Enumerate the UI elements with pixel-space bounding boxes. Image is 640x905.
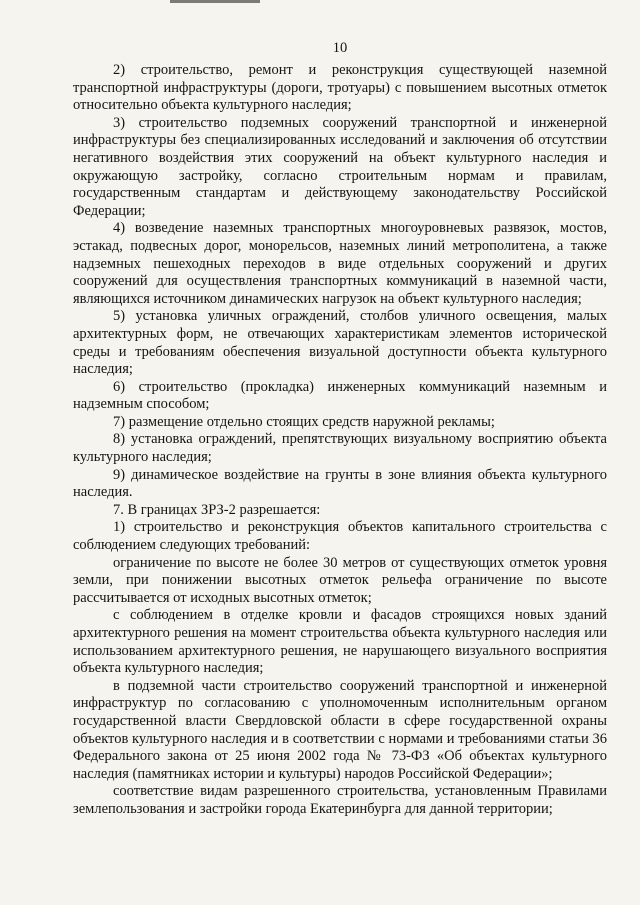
section-heading: 7. В границах ЗРЗ-2 разрешается: xyxy=(113,501,321,518)
paragraph: в подземной части строительство сооружений транспортной и инженерной инфраструктур по согласованию с уполномоченным исполнительным органом государственной власти Свердловской области в сфере государственной охраны объектов культурного наследия и в соответствии с нормами и требованиями статьи 36 Федерального закона от 25 июня 2002 года № 73-ФЗ «Об объектах культурного наследия (памятниках истории и культуры) народов Российской Федерации»; xyxy=(73,677,607,782)
paragraph: 3) строительство подземных сооружений транспортной и инженерной инфраструктуры без специализированных исследований и заключения об отсутствии негативного воздействия этих сооружений на объект культурного наследия и окружающую застройку, согласно строительным нормам и правилам, государственным стандартам и действующему законодательству Российской Федерации; xyxy=(73,114,607,219)
paragraph: 7) размещение отдельно стоящих средств наружной рекламы; xyxy=(113,413,495,430)
document-body xyxy=(73,62,607,819)
paragraph: ограничение по высоте не более 30 метров от существующих отметок уровня земли, при понижении высотных отметок рельефа ограничение по высоте рассчитывается от исходных высотных отметок; xyxy=(73,554,607,606)
paragraph: 9) динамическое воздействие на грунты в зоне влияния объекта культурного наследия. xyxy=(73,466,607,501)
page-number: 10 xyxy=(332,40,348,56)
paragraph: 4) возведение наземных транспортных многоуровневых развязок, мостов, эстакад, подвесных дорог, монорельсов, наземных линий метрополитена, а также надземных пешеходных переходов в виде отдельных сооружений и других сооружений для осуществления транспортных коммуникаций в наземной части, являющихся источником динамических нагрузок на объект культурного наследия; xyxy=(73,220,607,307)
paragraph: 2) строительство, ремонт и реконструкция существующей наземной транспортной инфраструктуры (дороги, тротуары) с повышением высотных отметок относительно объекта культурного наследия; xyxy=(73,62,607,114)
paragraph: соответствие видам разрешенного строительства, установленным Правилами землепользования и застройки города Екатеринбурга для данной территории; xyxy=(73,783,607,817)
paragraph: с соблюдением в отделке кровли и фасадов строящихся новых зданий архитектурного решения на момент строительства объекта культурного наследия или использованием архитектурного решения, не нарушающего визуального восприятия объекта культурного наследия; xyxy=(73,607,607,677)
paragraph: 6) строительство (прокладка) инженерных коммуникаций наземным и надземным способом; xyxy=(73,378,607,413)
paragraph: 1) строительство и реконструкция объектов капитального строительства с соблюдением следующих требований: xyxy=(73,519,607,554)
paragraph: 8) установка ограждений, препятствующих визуальному восприятию объекта культурного наследия; xyxy=(73,431,607,466)
paragraph: 5) установка уличных ограждений, столбов уличного освещения, малых архитектурных форм, не отвечающих характеристикам элементов исторической среды и требованиям обеспечения визуальной доступности объекта культурного наследия; xyxy=(73,308,607,378)
scan-edge-mark xyxy=(170,0,260,3)
